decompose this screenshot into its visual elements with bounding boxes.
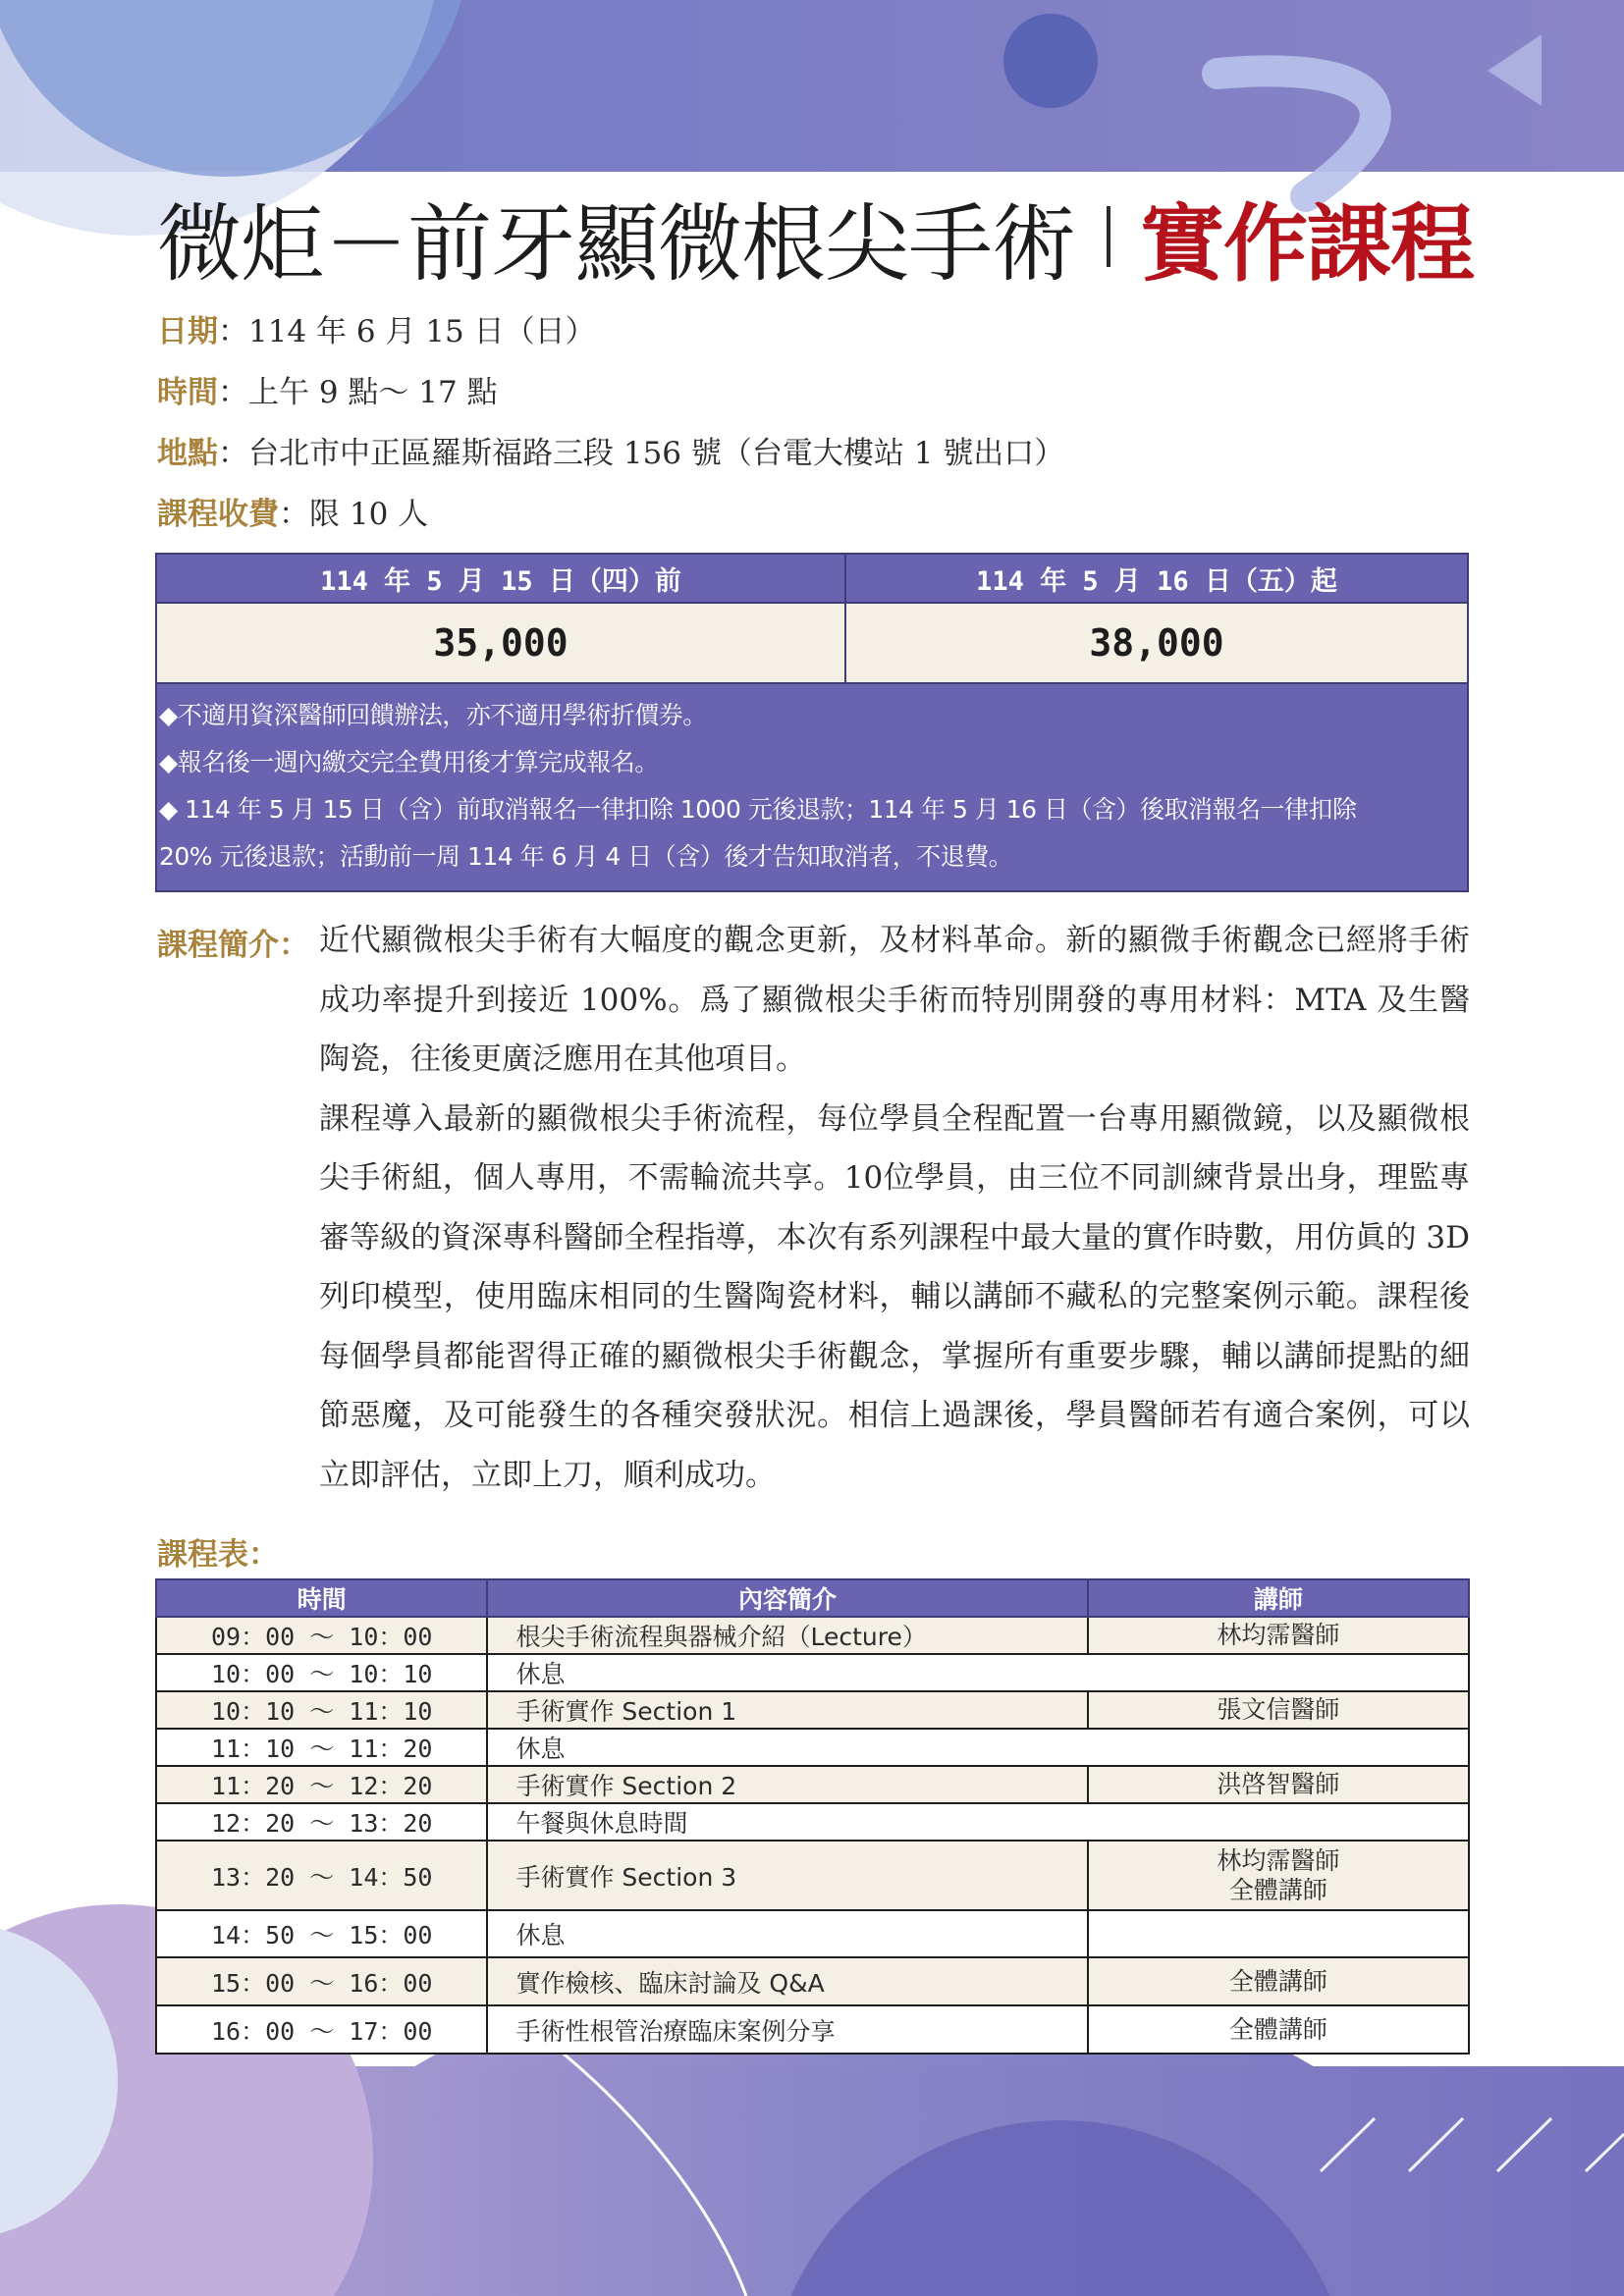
schedule-header-content: 內容簡介 — [487, 1579, 1087, 1617]
row-time: 13：20 ～ 14：50 — [156, 1841, 487, 1910]
row-time: 16：00 ～ 17：00 — [156, 2005, 487, 2054]
info-fee-value: ：限 10 人 — [279, 497, 429, 532]
intro-paragraph: 課程導入最新的顯微根尖手術流程，每位學員全程配置一台專用顯微鏡，以及顯微根尖手術組，個人專用，不需輪流共享。10位學員，由三位不同訓練背景出身，理監專審等級的資深專科醫師全程指導，本次有系列課程中最大量的實作時數，用仿眞的 3D 列印模型，使用臨床相同的生醫陶瓷材料，輔以講師不藏私的完整案例示範。課程後每個學員都能習得正確的顯微根尖手術觀念，掌握所有重要步驟，輔以講師提點的細節惡魔，及可能發生的各種突發狀況。相信上過課後，學員醫師若有適合案例，可以立即評估，立即上刀，順利成功。 — [319, 1100, 1470, 1493]
table-row — [156, 2005, 1469, 2054]
row-instructor — [1088, 1691, 1469, 1729]
row-content: 手術實作 Section 3 — [487, 1841, 1087, 1910]
fee-header-early: 114 年 5 月 15 日（四）前 — [157, 555, 846, 602]
info-time-label: 時間 — [157, 375, 218, 410]
fee-header-late: 114 年 5 月 16 日（五）起 — [976, 565, 1337, 597]
row-instructor — [1088, 1910, 1469, 1957]
row-time: 14：50 ～ 15：00 — [156, 1910, 487, 1957]
fee-note: ◆ 114 年 5 月 15 日（含）前取消報名一律扣除 1000 元後退款；114 年 5 月 16 日（含）後取消報名一律扣除 — [159, 795, 1357, 824]
row-time: 10：00 ～ 10：10 — [156, 1654, 487, 1691]
row-instructor — [1088, 1841, 1469, 1910]
info-date-value: ：114 年 6 月 15 日（日） — [218, 314, 596, 349]
row-time: 10：10 ～ 11：10 — [156, 1691, 487, 1729]
info-time — [157, 370, 498, 415]
page-title — [157, 183, 1474, 294]
row-content: 午餐與休息時間 — [487, 1803, 1087, 1841]
fee-note: 20% 元後退款；活動前一周 114 年 6 月 4 日（含）後才告知取消者，不退費。 — [159, 842, 1013, 871]
info-place-value: ：台北市中正區羅斯福路三段 156 號（台電大樓站 1 號出口） — [218, 436, 1065, 471]
row-time: 09：00 ～ 10：00 — [156, 1617, 487, 1654]
row-content: 實作檢核、臨床討論及 Q&A — [487, 1957, 1087, 2005]
title-accent: 實作課程 — [1140, 195, 1474, 294]
row-instructor — [1088, 1617, 1469, 1654]
instructor-name: 林均霈醫師 — [1217, 1621, 1340, 1649]
row-content: 休息 — [487, 1654, 1087, 1691]
row-instructor — [1088, 1654, 1469, 1691]
row-content: 根尖手術流程與器械介紹（Lecture） — [487, 1617, 1087, 1654]
row-time: 12：20 ～ 13：20 — [156, 1803, 487, 1841]
row-content: 休息 — [487, 1910, 1087, 1957]
row-instructor — [1088, 1957, 1469, 2005]
schedule-label: 課程表： — [157, 1537, 279, 1573]
title-divider — [1107, 206, 1110, 267]
info-fee — [157, 492, 428, 537]
instructor-name: 全體講師 — [1228, 2014, 1327, 2044]
table-row — [156, 1841, 1469, 1910]
table-row — [156, 1654, 1469, 1691]
row-time: 11：20 ～ 12：20 — [156, 1766, 487, 1803]
instructor-name: 洪啓智醫師 — [1217, 1770, 1340, 1798]
fee-table — [155, 553, 1469, 892]
info-fee-label: 課程收費 — [157, 497, 279, 532]
fee-note: ◆報名後一週內繳交完全費用後才算完成報名。 — [159, 748, 659, 776]
row-time: 11：10 ～ 11：20 — [156, 1729, 487, 1766]
row-instructor — [1088, 1803, 1469, 1841]
fee-table-header — [157, 555, 1467, 602]
schedule-header-time: 時間 — [156, 1579, 487, 1617]
table-row — [156, 1803, 1469, 1841]
intro-label: 課程簡介： — [157, 928, 309, 963]
table-row — [156, 1957, 1469, 2005]
row-content: 手術性根管治療臨床案例分享 — [487, 2005, 1087, 2054]
title-main: 微炬－前牙顯微根尖手術 — [157, 195, 1075, 294]
row-instructor — [1088, 1729, 1469, 1766]
instructor-name: 張文信醫師 — [1217, 1695, 1340, 1724]
fee-table-prices — [157, 602, 1467, 684]
table-row — [156, 1691, 1469, 1729]
info-time-value: ：上午 9 點～ 17 點 — [218, 375, 498, 410]
schedule-header-row — [156, 1579, 1469, 1617]
instructor-name: 全體講師 — [1228, 1875, 1327, 1904]
fee-notes — [157, 684, 1467, 890]
table-row — [156, 1729, 1469, 1766]
fee-note: ◆不適用資深醫師回饋辦法，亦不適用學術折價券。 — [159, 701, 707, 729]
row-content: 手術實作 Section 1 — [487, 1691, 1087, 1729]
info-place — [157, 431, 1064, 476]
row-content: 休息 — [487, 1729, 1087, 1766]
table-row — [156, 1766, 1469, 1803]
row-instructor — [1088, 1766, 1469, 1803]
info-date — [157, 309, 596, 354]
intro-paragraph: 近代顯微根尖手術有大幅度的觀念更新，及材料革命。新的顯微手術觀念已經將手術成功率提升到接近 100%。爲了顯微根尖手術而特別開發的專用材料：MTA 及生醫陶瓷，往後更廣泛應用在其他項目。 — [319, 923, 1470, 1077]
schedule-header-instructor: 講師 — [1088, 1579, 1469, 1617]
instructor-name: 林均霈醫師 — [1217, 1845, 1340, 1875]
fee-price-early: 35,000 — [157, 604, 846, 682]
row-time: 15：00 ～ 16：00 — [156, 1957, 487, 2005]
info-date-label: 日期 — [157, 314, 218, 349]
info-place-label: 地點 — [157, 436, 218, 471]
intro-text — [319, 911, 1470, 1505]
table-row — [156, 1910, 1469, 1957]
schedule-table — [155, 1578, 1470, 2055]
instructor-name: 全體講師 — [1228, 1966, 1327, 1996]
row-instructor — [1088, 2005, 1469, 2054]
fee-price-late: 38,000 — [1089, 621, 1224, 665]
row-content: 手術實作 Section 2 — [487, 1766, 1087, 1803]
table-row — [156, 1617, 1469, 1654]
